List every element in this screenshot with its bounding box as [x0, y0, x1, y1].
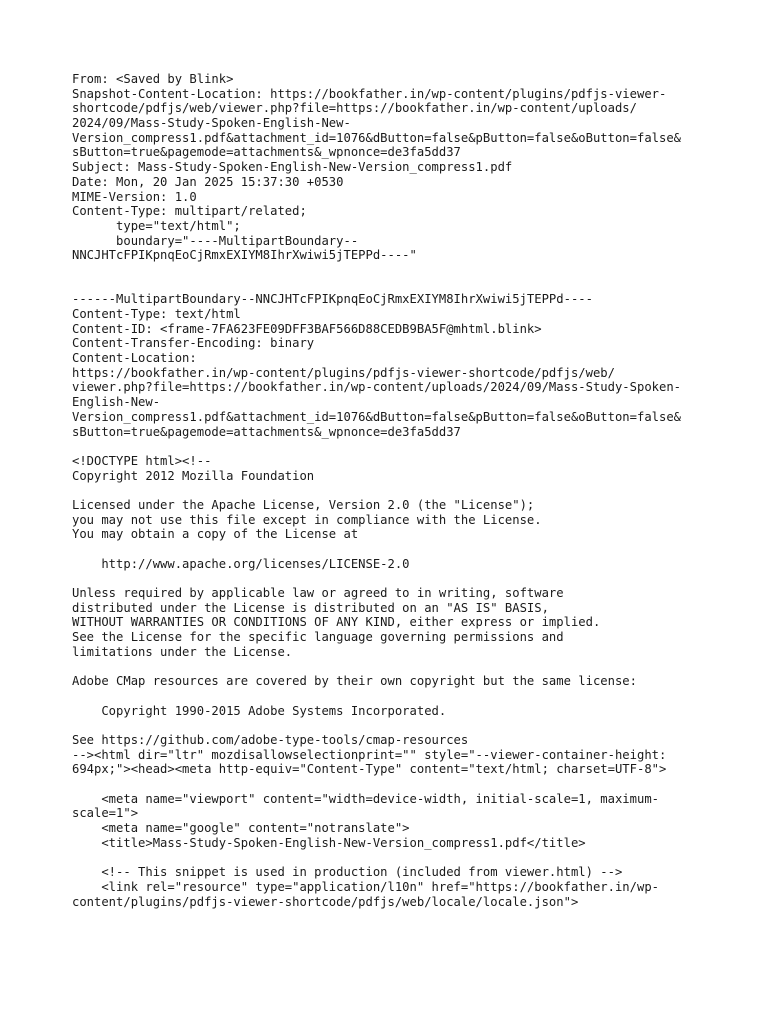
document-line: Snapshot-Content-Location: https://bookfather.in/wp-content/plugins/pdfjs-viewer-: [72, 86, 667, 101]
document-line: 694px;"><head><meta http-equiv="Content-Type" content="text/html; charset=UTF-8">: [72, 762, 667, 777]
document-line: limitations under the License.: [72, 644, 293, 659]
document-line: Copyright 2012 Mozilla Foundation: [72, 468, 315, 483]
document-line: Content-Location:: [72, 351, 197, 366]
document-line: MIME-Version: 1.0: [72, 189, 197, 204]
document-line: you may not use this file except in compliance with the License.: [72, 512, 542, 527]
document-line: <title>Mass-Study-Spoken-English-New-Version_compress1.pdf</title>: [72, 835, 586, 850]
document-line: Date: Mon, 20 Jan 2025 15:37:30 +0530: [72, 174, 344, 189]
document-line: Licensed under the Apache License, Version 2.0 (the "License");: [72, 497, 535, 512]
document-line: WITHOUT WARRANTIES OR CONDITIONS OF ANY KIND, either express or implied.: [72, 615, 601, 630]
document-line: [72, 850, 722, 865]
document-line: [72, 571, 722, 586]
document-line: From: <Saved by Blink>: [72, 72, 234, 86]
document-line: boundary="----MultipartBoundary--: [72, 233, 359, 248]
document-line: https://bookfather.in/wp-content/plugins/pdfjs-viewer-shortcode/pdfjs/web/: [72, 365, 615, 380]
document-line: Unless required by applicable law or agreed to in writing, software: [72, 586, 564, 601]
document-line: [72, 278, 722, 293]
document-line: Content-ID: <frame-7FA623FE09DFF3BAF566D88CEDB9BA5F@mhtml.blink>: [72, 321, 542, 336]
document-line: Version_compress1.pdf&attachment_id=1076&dButton=false&pButton=false&oButton=false&: [72, 409, 682, 424]
document-line: <!DOCTYPE html><!--: [72, 453, 212, 468]
document-line: scale=1">: [72, 806, 139, 821]
document-line: Content-Type: multipart/related;: [72, 204, 307, 219]
document-line: [72, 660, 722, 675]
document-line: English-New-: [72, 395, 161, 410]
document-line: <link rel="resource" type="application/l10n" href="https://bookfather.in/wp-: [72, 879, 659, 894]
document-line: [72, 542, 722, 557]
document-line: Version_compress1.pdf&attachment_id=1076&dButton=false&pButton=false&oButton=false&: [72, 130, 682, 145]
document-page: [72, 72, 722, 909]
document-line: NNCJHTcFPIKpnqEoCjRmxEXIYM8IhrXwiwi5jTEPPd----": [72, 248, 417, 263]
document-line: content/plugins/pdfjs-viewer-shortcode/pdfjs/web/locale/locale.json">: [72, 894, 579, 909]
document-line: type="text/html";: [72, 218, 241, 233]
document-line: <meta name="viewport" content="width=device-width, initial-scale=1, maximum-: [72, 791, 659, 806]
document-line: shortcode/pdfjs/web/viewer.php?file=https://bookfather.in/wp-content/uploads/: [72, 101, 637, 116]
document-line: See the License for the specific language governing permissions and: [72, 630, 564, 645]
document-line: Copyright 1990-2015 Adobe Systems Incorporated.: [72, 703, 447, 718]
document-line: [72, 439, 722, 454]
document-line: Adobe CMap resources are covered by their own copyright but the same license:: [72, 674, 637, 689]
document-line: http://www.apache.org/licenses/LICENSE-2.0: [72, 556, 410, 571]
document-line: viewer.php?file=https://bookfather.in/wp-content/uploads/2024/09/Mass-Study-Spoken-: [72, 380, 682, 395]
document-line: distributed under the License is distributed on an "AS IS" BASIS,: [72, 600, 549, 615]
document-line: ------MultipartBoundary--NNCJHTcFPIKpnqEoCjRmxEXIYM8IhrXwiwi5jTEPPd----: [72, 292, 593, 307]
document-line: sButton=true&pagemode=attachments&_wpnonce=de3fa5dd37: [72, 145, 461, 160]
document-line: Content-Transfer-Encoding: binary: [72, 336, 315, 351]
document-line: [72, 689, 722, 704]
document-line: [72, 263, 722, 278]
document-line: --><html dir="ltr" mozdisallowselectionprint="" style="--viewer-container-height:: [72, 747, 667, 762]
document-line: Content-Type: text/html: [72, 307, 241, 321]
document-line: Subject: Mass-Study-Spoken-English-New-Version_compress1.pdf: [72, 160, 513, 175]
document-line: sButton=true&pagemode=attachments&_wpnonce=de3fa5dd37: [72, 424, 461, 439]
document-line: <meta name="google" content="notranslate">: [72, 821, 410, 836]
document-line: [72, 718, 722, 733]
document-line: You may obtain a copy of the License at: [72, 527, 359, 542]
document-line: [72, 777, 722, 792]
document-line: 2024/09/Mass-Study-Spoken-English-New-: [72, 116, 351, 131]
document-line: [72, 483, 722, 498]
document-line: <!-- This snippet is used in production (included from viewer.html) -->: [72, 865, 623, 880]
document-line: See https://github.com/adobe-type-tools/cmap-resources: [72, 732, 469, 747]
